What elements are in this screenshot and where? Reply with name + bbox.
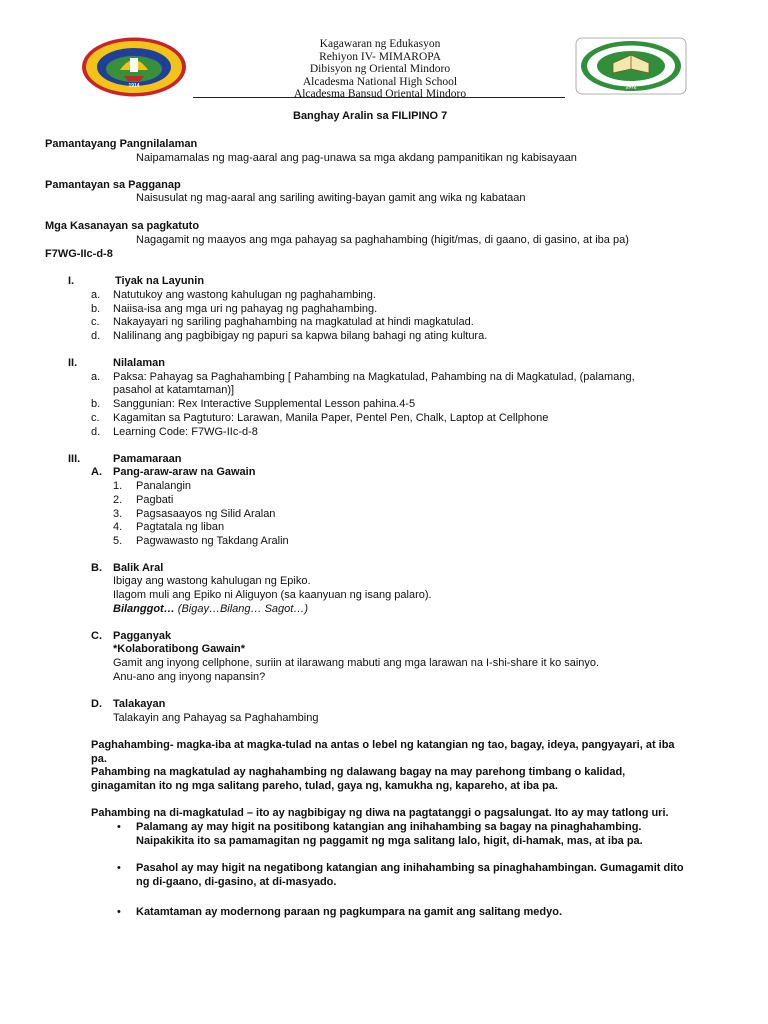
part2-letter-d: d. bbox=[91, 426, 101, 438]
part2-item-b: Sanggunian: Rex Interactive Supplemental Lesson pahina.4-5 bbox=[113, 398, 416, 410]
part1-item-d: Nalilinang ang pagbibigay ng papuri sa kapwa bilang bahagi ng ating kultura. bbox=[113, 330, 488, 342]
part3-D-heading: Talakayan bbox=[113, 698, 166, 710]
part2-numeral: II. bbox=[68, 357, 78, 369]
part1-item-b: Naiisa-isa ang mga uri ng pahayag ng paghahambing. bbox=[113, 303, 378, 315]
part2-heading: Nilalaman bbox=[113, 357, 165, 369]
header-divider bbox=[193, 97, 565, 98]
part1-numeral: I. bbox=[68, 275, 75, 287]
kasanayan-code: F7WG-IIc-d-8 bbox=[45, 248, 113, 260]
part3-heading: Pamamaraan bbox=[113, 453, 182, 465]
part1-item-a: Natutukoy ang wastong kahulugan ng paghahambing. bbox=[113, 289, 376, 301]
letterhead-line-address: Alcadesma Bansud Oriental Mindoro bbox=[293, 88, 467, 100]
kasanayan-heading: Mga Kasanayan sa pagkatuto bbox=[45, 220, 200, 232]
activity-item-5: Pagwawasto ng Takdang Aralin bbox=[136, 535, 289, 547]
part3-A-letter: A. bbox=[91, 466, 102, 478]
pasahol-line-2: ng di-gaano, di-gasino, at di-masyado. bbox=[136, 876, 337, 888]
part1-letter-c: c. bbox=[91, 316, 100, 328]
part3-C-heading: Pagganyak bbox=[113, 630, 172, 642]
activity-num-5: 5. bbox=[113, 535, 123, 547]
part2-item-a-cont: pasahol at katamtaman)] bbox=[113, 384, 235, 396]
part3-B-heading: Balik Aral bbox=[113, 562, 164, 574]
pamantayang-pangnilalaman-text: Naipamamalas ng mag-aaral ang pag-unawa sa mga akdang pampanitikan ng kabisayaan bbox=[136, 152, 577, 164]
part2-letter-b: b. bbox=[91, 398, 101, 410]
pagganyak-line-1: Gamit ang inyong cellphone, suriin at ilarawang mabuti ang mga larawan na I-shi-share it ko sainyo. bbox=[113, 657, 600, 669]
part2-item-d: Learning Code: F7WG-IIc-d-8 bbox=[113, 426, 258, 438]
letterhead-line-division: Dibisyon ng Oriental Mindoro bbox=[309, 63, 451, 75]
pamantayan-sa-pagganap-heading: Pamantayan sa Pagganap bbox=[45, 179, 181, 191]
right-logo-year: 1972 bbox=[625, 84, 637, 91]
talakayan-line-1: Talakayin ang Pahayag sa Paghahambing bbox=[113, 712, 319, 724]
paghahambing-definition-line-2: pa. bbox=[91, 753, 107, 765]
balik-aral-line-3 bbox=[113, 603, 308, 617]
katamtaman-line-1: Katamtaman ay modernong paraan ng pagkumpara na gamit ang salitang medyo. bbox=[136, 906, 563, 918]
pamantayang-pangnilalaman-heading: Pamantayang Pangnilalaman bbox=[45, 138, 198, 150]
part2-letter-c: c. bbox=[91, 412, 100, 424]
letterhead bbox=[230, 38, 530, 101]
activity-num-4: 4. bbox=[113, 521, 123, 533]
letterhead-line-region: Rehiyon IV- MIMAROPA bbox=[319, 50, 441, 63]
activity-num-3: 3. bbox=[113, 508, 123, 520]
activity-num-1: 1. bbox=[113, 480, 123, 492]
part2-item-c: Kagamitan sa Pagtuturo: Larawan, Manila Paper, Pentel Pen, Chalk, Laptop at Cellphone bbox=[113, 412, 549, 424]
part2-letter-a: a. bbox=[91, 371, 101, 383]
bilanggot-label: Bilanggot… bbox=[113, 603, 175, 615]
balik-aral-line-2: Ilagom muli ang Epiko ni Aliguyon (sa kaanyuan ng isang palaro). bbox=[113, 589, 432, 601]
letterhead-line-department: Kagawaran ng Edukasyon bbox=[319, 38, 441, 50]
part3-D-letter: D. bbox=[91, 698, 102, 710]
part3-C-letter: C. bbox=[91, 630, 102, 642]
kasanayan-text: Nagagamit ng maayos ang mga pahayag sa paghahambing (higit/mas, di gaano, di gasino, at iba pa) bbox=[136, 234, 629, 246]
bullet-katamtaman-glyph: • bbox=[117, 906, 121, 918]
activity-num-2: 2. bbox=[113, 494, 123, 506]
balik-aral-line-1: Ibigay ang wastong kahulugan ng Epiko. bbox=[113, 575, 311, 587]
activity-item-2: Pagbati bbox=[136, 494, 174, 506]
magkatulad-definition-line-1: Pahambing na magkatulad ay naghahambing ng dalawang bagay na may parehong timbang o kalidad, bbox=[91, 766, 626, 778]
bullet-palamang-glyph: • bbox=[117, 821, 121, 833]
part2-item-a: Paksa: Pahayag sa Paghahambing [ Pahambing na Magkatulad, Pahambing na di Magkatulad, (palamang, bbox=[113, 371, 635, 383]
di-magkatulad-definition: Pahambing na di-magkatulad – ito ay nagbibigay ng diwa na pagtatanggi o pagsalungat. Ito ay may tatlong uri. bbox=[91, 807, 669, 819]
palamang-line-2: Naipakikita ito sa pamamagitan ng paggamit ng mga salitang lalo, higit, di-hamak, mas, at iba pa. bbox=[136, 835, 643, 847]
letterhead-line-school: Alcadesma National High School bbox=[302, 75, 458, 88]
paghahambing-definition-line-1: Paghahambing- magka-iba at magka-tulad na antas o lebel ng katangian ng tao, bagay, ideya, pangyayari, at iba bbox=[91, 739, 675, 751]
left-logo-year: 1914 bbox=[128, 83, 140, 89]
part3-A-heading: Pang-araw-araw na Gawain bbox=[113, 466, 256, 478]
part1-letter-d: d. bbox=[91, 330, 101, 342]
part1-item-c: Nakayayari ng sariling paghahambing na magkatulad at hindi magkatulad. bbox=[113, 316, 474, 328]
magkatulad-definition-line-2: ginagamitan ito ng mga salitang pareho, tulad, gaya ng, kamukha ng, kapareho, at iba pa. bbox=[91, 780, 558, 792]
activity-item-3: Pagsasaayos ng Silid Aralan bbox=[136, 508, 276, 520]
pagganyak-subheading: *Kolaboratibong Gawain* bbox=[113, 643, 246, 655]
part1-letter-b: b. bbox=[91, 303, 101, 315]
bilanggot-steps: (Bigay…Bilang… Sagot…) bbox=[174, 603, 308, 615]
document-title: Banghay Aralin sa FILIPINO 7 bbox=[293, 110, 448, 122]
part3-numeral: III. bbox=[68, 453, 81, 465]
part3-B-letter: B. bbox=[91, 562, 102, 574]
pagganyak-line-2: Anu-ano ang inyong napansin? bbox=[113, 671, 266, 683]
activity-item-1: Panalangin bbox=[136, 480, 192, 492]
division-seal-logo bbox=[80, 36, 188, 98]
pasahol-line-1: Pasahol ay may higit na negatibong katangian ang inihahambing sa pinaghahambingan. Gumagamit dito bbox=[136, 862, 684, 874]
bullet-pasahol-glyph: • bbox=[117, 862, 121, 874]
part1-letter-a: a. bbox=[91, 289, 101, 301]
palamang-line-1: Palamang ay may higit na positibong katangian ang inihahambing sa bagay na pinaghahambing. bbox=[136, 821, 642, 833]
part1-heading: Tiyak na Layunin bbox=[115, 275, 205, 287]
school-seal-logo bbox=[575, 37, 687, 95]
activity-item-4: Pagtatala ng liban bbox=[136, 521, 225, 533]
pamantayan-sa-pagganap-text: Naisusulat ng mag-aaral ang sariling awiting-bayan gamit ang wika ng kabataan bbox=[136, 192, 526, 204]
